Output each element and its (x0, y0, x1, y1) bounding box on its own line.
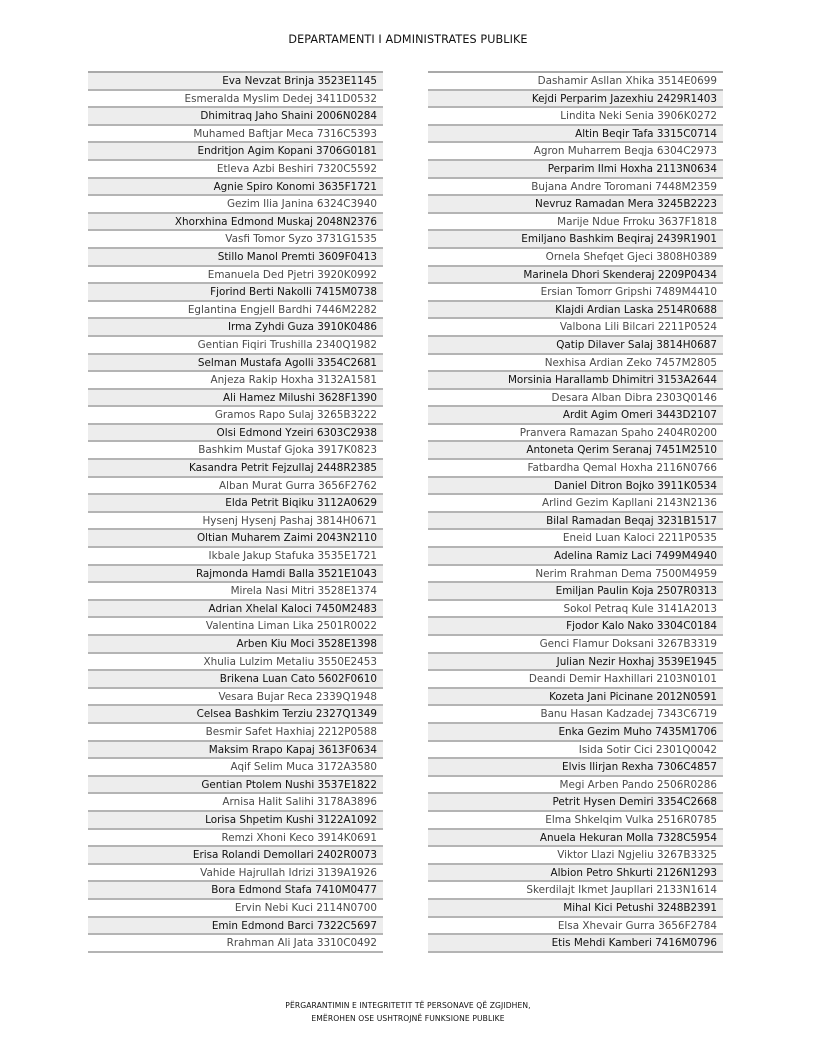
list-item: Hysenj Hysenj Pashaj 3814H0671 (88, 513, 383, 531)
list-item: Bashkim Mustaf Gjoka 3917K0823 (88, 442, 383, 460)
list-item: Mihal Kici Petushi 3248B2391 (428, 900, 723, 918)
footer-line-1: PËRGARANTIMIN E INTEGRITETIT TË PERSONAVE QË ZGJIDHEN, (285, 1001, 531, 1010)
list-item: Oltian Muharem Zaimi 2043N2110 (88, 530, 383, 548)
list-item: Julian Nezir Hoxhaj 3539E1945 (428, 654, 723, 672)
list-item: Kasandra Petrit Fejzullaj 2448R2385 (88, 460, 383, 478)
list-item: Rajmonda Hamdi Balla 3521E1043 (88, 566, 383, 584)
list-item: Arlind Gezim Kapllani 2143N2136 (428, 495, 723, 513)
list-item: Fatbardha Qemal Hoxha 2116N0766 (428, 460, 723, 478)
page-title: DEPARTAMENTI I ADMINISTRATES PUBLIKE (288, 33, 528, 46)
list-item: Dhimitraq Jaho Shaini 2006N0284 (88, 108, 383, 126)
list-item: Elma Shkelqim Vulka 2516R0785 (428, 812, 723, 830)
list-item: Pranvera Ramazan Spaho 2404R0200 (428, 425, 723, 443)
list-item: Marinela Dhori Skenderaj 2209P0434 (428, 267, 723, 285)
list-item: Klajdi Ardian Laska 2514R0688 (428, 302, 723, 320)
list-item: Ikbale Jakup Stafuka 3535E1721 (88, 548, 383, 566)
list-item: Sokol Petraq Kule 3141A2013 (428, 601, 723, 619)
list-item: Alban Murat Gurra 3656F2762 (88, 478, 383, 496)
list-item: Fjorind Berti Nakolli 7415M0738 (88, 284, 383, 302)
list-item: Ali Hamez Milushi 3628F1390 (88, 390, 383, 408)
list-item: Selman Mustafa Agolli 3354C2681 (88, 355, 383, 373)
list-item: Aqif Selim Muca 3172A3580 (88, 759, 383, 777)
list-item: Etleva Azbi Beshiri 7320C5592 (88, 161, 383, 179)
list-item: Etis Mehdi Kamberi 7416M0796 (428, 935, 723, 953)
list-item: Ersian Tomorr Gripshi 7489M4410 (428, 284, 723, 302)
list-item: Vesara Bujar Reca 2339Q1948 (88, 689, 383, 707)
list-item: Gramos Rapo Sulaj 3265B3222 (88, 407, 383, 425)
list-item: Esmeralda Myslim Dedej 3411D0532 (88, 91, 383, 109)
list-item: Dashamir Asllan Xhika 3514E0699 (428, 73, 723, 91)
list-item: Maksim Rrapo Kapaj 3613F0634 (88, 742, 383, 760)
list-item: Anuela Hekuran Molla 7328C5954 (428, 830, 723, 848)
list-item: Agnie Spiro Konomi 3635F1721 (88, 179, 383, 197)
list-item: Enka Gezim Muho 7435M1706 (428, 724, 723, 742)
list-item: Arnisa Halit Salihi 3178A3896 (88, 794, 383, 812)
list-item: Brikena Luan Cato 5602F0610 (88, 671, 383, 689)
list-item: Gezim Ilia Janina 6324C3940 (88, 196, 383, 214)
list-item: Isida Sotir Cici 2301Q0042 (428, 742, 723, 760)
list-item: Eva Nevzat Brinja 3523E1145 (88, 73, 383, 91)
list-item: Daniel Ditron Bojko 3911K0534 (428, 478, 723, 496)
list-item: Mirela Nasi Mitri 3528E1374 (88, 583, 383, 601)
list-item: Ornela Shefqet Gjeci 3808H0389 (428, 249, 723, 267)
list-item: Valentina Liman Lika 2501R0022 (88, 618, 383, 636)
list-item: Albion Petro Shkurti 2126N1293 (428, 865, 723, 883)
list-item: Skerdilajt Ikmet Jaupllari 2133N1614 (428, 882, 723, 900)
list-item: Altin Beqir Tafa 3315C0714 (428, 126, 723, 144)
list-item: Nexhisa Ardian Zeko 7457M2805 (428, 355, 723, 373)
list-item: Gentian Ptolem Nushi 3537E1822 (88, 777, 383, 795)
list-item: Bujana Andre Toromani 7448M2359 (428, 179, 723, 197)
footer-line-2: EMËROHEN OSE USHTROJNË FUNKSIONE PUBLIKE (311, 1014, 505, 1023)
list-item: Antoneta Qerim Seranaj 7451M2510 (428, 442, 723, 460)
list-item: Vahide Hajrullah Idrizi 3139A1926 (88, 865, 383, 883)
list-item: Emiljano Bashkim Beqiraj 2439R1901 (428, 231, 723, 249)
list-item: Perparim Ilmi Hoxha 2113N0634 (428, 161, 723, 179)
list-item: Vasfi Tomor Syzo 3731G1535 (88, 231, 383, 249)
list-item: Nerim Rrahman Dema 7500M4959 (428, 566, 723, 584)
list-item: Elda Petrit Biqiku 3112A0629 (88, 495, 383, 513)
list-item: Elvis Ilirjan Rexha 7306C4857 (428, 759, 723, 777)
list-item: Fjodor Kalo Nako 3304C0184 (428, 618, 723, 636)
list-item: Stillo Manol Premti 3609F0413 (88, 249, 383, 267)
list-item: Anjeza Rakip Hoxha 3132A1581 (88, 372, 383, 390)
list-item: Arben Kiu Moci 3528E1398 (88, 636, 383, 654)
list-item: Qatip Dilaver Salaj 3814H0687 (428, 337, 723, 355)
list-item: Besmir Safet Haxhiaj 2212P0588 (88, 724, 383, 742)
list-item: Bora Edmond Stafa 7410M0477 (88, 882, 383, 900)
list-item: Lorisa Shpetim Kushi 3122A1092 (88, 812, 383, 830)
list-item: Ardit Agim Omeri 3443D2107 (428, 407, 723, 425)
list-item: Irma Zyhdi Guza 3910K0486 (88, 319, 383, 337)
list-item: Emiljan Paulin Koja 2507R0313 (428, 583, 723, 601)
list-item: Elsa Xhevair Gurra 3656F2784 (428, 918, 723, 936)
list-item: Gentian Fiqiri Trushilla 2340Q1982 (88, 337, 383, 355)
list-item: Kejdi Perparim Jazexhiu 2429R1403 (428, 91, 723, 109)
list-item: Eneid Luan Kaloci 2211P0535 (428, 530, 723, 548)
list-item: Rrahman Ali Jata 3310C0492 (88, 935, 383, 953)
list-item: Celsea Bashkim Terziu 2327Q1349 (88, 706, 383, 724)
list-item: Erisa Rolandi Demollari 2402R0073 (88, 847, 383, 865)
list-item: Morsinia Harallamb Dhimitri 3153A2644 (428, 372, 723, 390)
list-item: Eglantina Engjell Bardhi 7446M2282 (88, 302, 383, 320)
list-item: Adelina Ramiz Laci 7499M4940 (428, 548, 723, 566)
list-item: Emanuela Ded Pjetri 3920K0992 (88, 267, 383, 285)
list-item: Xhulia Lulzim Metaliu 3550E2453 (88, 654, 383, 672)
list-item: Kozeta Jani Picinane 2012N0591 (428, 689, 723, 707)
list-item: Petrit Hysen Demiri 3354C2668 (428, 794, 723, 812)
left-name-list (88, 71, 383, 953)
list-item: Olsi Edmond Yzeiri 6303C2938 (88, 425, 383, 443)
list-item: Viktor Llazi Ngjeliu 3267B3325 (428, 847, 723, 865)
list-item: Nevruz Ramadan Mera 3245B2223 (428, 196, 723, 214)
list-item: Bilal Ramadan Beqaj 3231B1517 (428, 513, 723, 531)
list-item: Banu Hasan Kadzadej 7343C6719 (428, 706, 723, 724)
list-item: Xhorxhina Edmond Muskaj 2048N2376 (88, 214, 383, 232)
list-item: Remzi Xhoni Keco 3914K0691 (88, 830, 383, 848)
list-item: Muhamed Baftjar Meca 7316C5393 (88, 126, 383, 144)
list-item: Lindita Neki Senia 3906K0272 (428, 108, 723, 126)
page-footer (0, 999, 816, 1025)
list-item: Agron Muharrem Beqja 6304C2973 (428, 143, 723, 161)
right-name-list (428, 71, 723, 953)
list-item: Endritjon Agim Kopani 3706G0181 (88, 143, 383, 161)
list-item: Ervin Nebi Kuci 2114N0700 (88, 900, 383, 918)
list-item: Genci Flamur Doksani 3267B3319 (428, 636, 723, 654)
list-item: Deandi Demir Haxhillari 2103N0101 (428, 671, 723, 689)
list-item: Adrian Xhelal Kaloci 7450M2483 (88, 601, 383, 619)
list-item: Megi Arben Pando 2506R0286 (428, 777, 723, 795)
list-item: Valbona Lili Bilcari 2211P0524 (428, 319, 723, 337)
list-item: Marije Ndue Frroku 3637F1818 (428, 214, 723, 232)
list-item: Desara Alban Dibra 2303Q0146 (428, 390, 723, 408)
list-item: Emin Edmond Barci 7322C5697 (88, 918, 383, 936)
